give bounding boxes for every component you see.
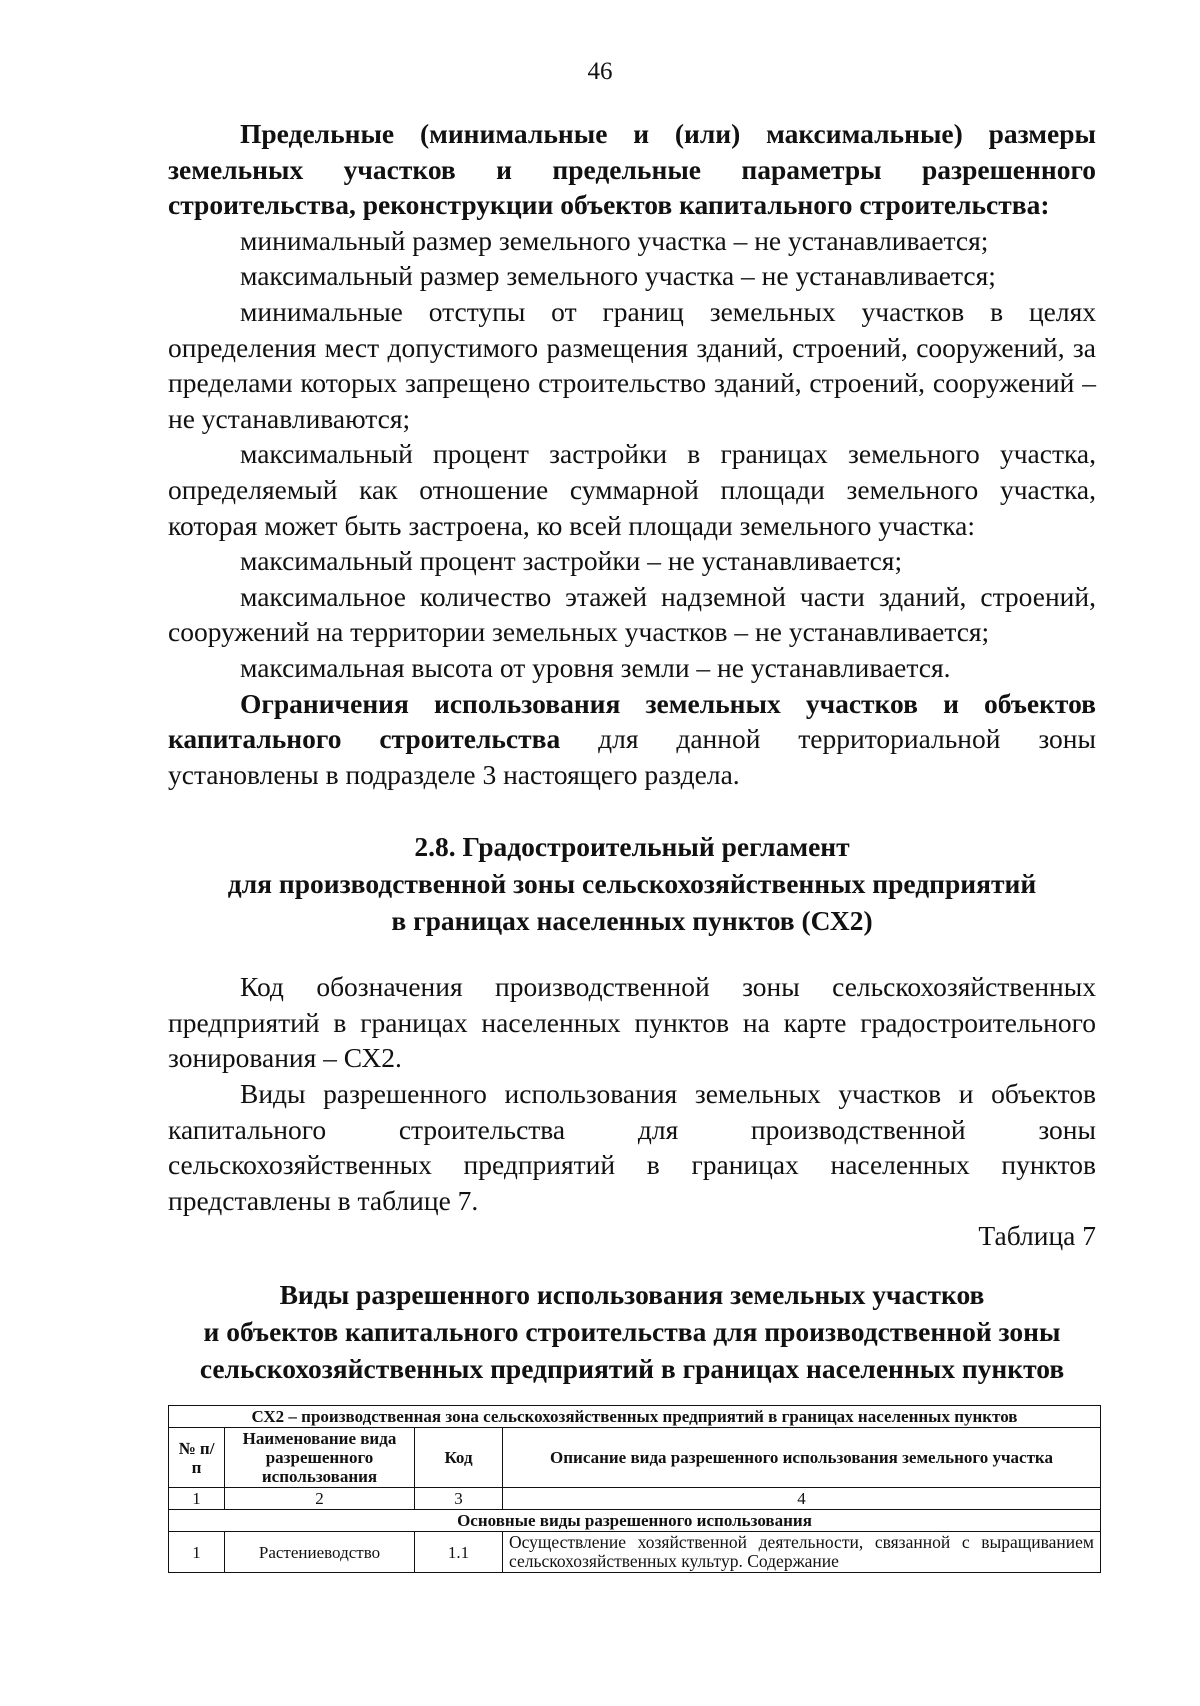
col-header-description: Описание вида разрешенного использования земельного участка <box>503 1428 1101 1488</box>
restrictions-bold-text: Ограничения использования земельных участков и объектов капитального строительства <box>168 687 1096 755</box>
col-number-2: 2 <box>225 1488 415 1510</box>
col-header-name: Наименование вида разрешенного использования <box>225 1428 415 1488</box>
section-heading-line-2: для производственной зоны сельскохозяйственных предприятий <box>227 868 1037 900</box>
row-usage-name: Растениеводство <box>225 1532 415 1573</box>
param-line-min-size: минимальный размер земельного участка – не устанавливается; <box>240 224 989 256</box>
table-row <box>169 1532 1101 1573</box>
table-group-header-row <box>169 1510 1101 1532</box>
table-column-number-row <box>169 1488 1101 1510</box>
page-number: 46 <box>587 58 613 85</box>
table-label: Таблица 7 <box>978 1220 1096 1252</box>
param-line-max-size: максимальный размер земельного участка – не устанавливается; <box>240 260 996 292</box>
row-number: 1 <box>169 1532 225 1573</box>
param-line-max-height: максимальная высота от уровня земли – не устанавливается. <box>240 651 951 683</box>
zone-code-paragraph: Код обозначения производственной зоны сельскохозяйственных предприятий в границах населенных пунктов на карте градостроительного зонирования – СХ2. <box>168 971 1096 1074</box>
table-title-line-3: сельскохозяйственных предприятий в границах населенных пунктов <box>199 1353 1065 1385</box>
table-wrapper <box>168 1405 1096 1573</box>
col-number-3: 3 <box>415 1488 503 1510</box>
param-line-max-floors: максимальное количество этажей надземной части зданий, строений, сооружений на территории земельных участков – не устанавливается; <box>168 580 1096 648</box>
col-number-1: 1 <box>169 1488 225 1510</box>
usage-types-table <box>168 1405 1101 1573</box>
col-header-number: № п/п <box>169 1428 225 1488</box>
section-heading <box>168 828 1096 939</box>
table-column-header-row <box>169 1428 1101 1488</box>
param-line-max-coverage: максимальный процент застройки – не устанавливается; <box>240 545 903 577</box>
table-zone-header: СХ2 – производственная зона сельскохозяйственных предприятий в границах населенных пунктов <box>169 1406 1101 1428</box>
row-usage-code: 1.1 <box>415 1532 503 1573</box>
section-heading-line-1: 2.8. Градостроительный регламент <box>414 831 850 863</box>
restrictions-paragraph <box>168 686 1096 793</box>
table-zone-header-row <box>169 1406 1101 1428</box>
col-number-4: 4 <box>503 1488 1101 1510</box>
section-heading-line-3: в границах населенных пунктов (СХ2) <box>391 905 873 937</box>
param-line-setbacks: минимальные отступы от границ земельных участков в целях определения мест допустимого размещения зданий, строений, сооружений, за пределами которых запрещено строительство зданий, строений, сооружений – не устанавливаются; <box>168 295 1096 434</box>
row-usage-description: Осуществление хозяйственной деятельности, связанной с выращиванием сельскохозяйственных культур. Содержание <box>503 1532 1101 1573</box>
table-title <box>168 1276 1096 1387</box>
page-content <box>168 116 1096 1573</box>
table-title-line-1: Виды разрешенного использования земельных участков <box>279 1279 985 1311</box>
col-header-code: Код <box>415 1428 503 1488</box>
restrictions-text: для данной территориальной зоны установлены в подразделе 3 настоящего раздела. <box>168 723 1096 790</box>
params-title: Предельные (минимальные и (или) максимальные) размеры земельных участков и предельные параметры разрешенного строительства, реконструкции объектов капитального строительства: <box>168 118 1096 221</box>
table-group-header: Основные виды разрешенного использования <box>169 1510 1101 1532</box>
usage-types-paragraph: Виды разрешенного использования земельных участков и объектов капитального строительства для производственной зоны сельскохозяйственных предприятий в границах населенных пунктов представлены в таблице 7. <box>168 1078 1096 1216</box>
param-line-coverage-definition: максимальный процент застройки в границах земельного участка, определяемый как отношение суммарной площади земельного участка, которая может быть застроена, ко всей площади земельного участка: <box>168 438 1096 541</box>
table-title-line-2: и объектов капитального строительства для производственной зоны <box>203 1316 1061 1348</box>
